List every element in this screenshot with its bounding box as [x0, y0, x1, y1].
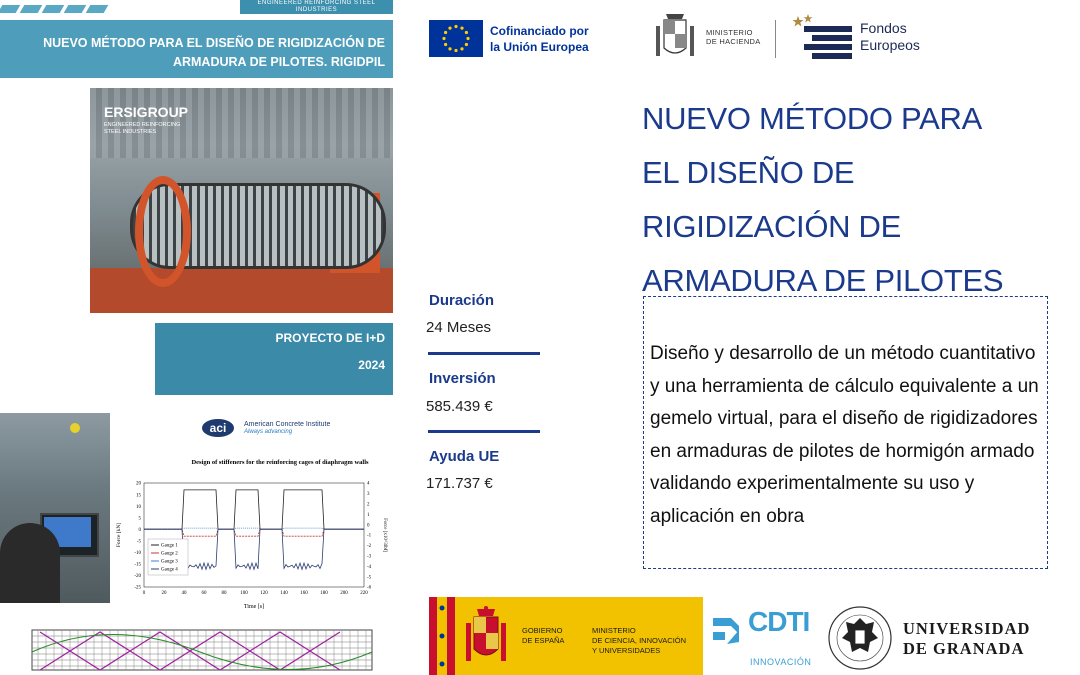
chart-y-tick: 20 — [136, 481, 141, 487]
machine-ring — [135, 176, 191, 287]
hacienda-line1: MINISTERIO — [706, 28, 753, 37]
eu-star-icon — [442, 37, 445, 40]
universidad-granada-text — [903, 619, 1030, 659]
inversion-label: Inversión — [429, 370, 496, 387]
chart-legend — [148, 539, 188, 575]
cover-sponsor-strip: ENGINEERED REINFORCING STEEL INDUSTRIES — [240, 0, 393, 14]
chart-x-tick: 140 — [280, 591, 288, 596]
eu-stars-icon — [429, 600, 455, 672]
rebar-cage-drawing — [30, 622, 375, 675]
chart-y2-tick: -4 — [367, 564, 372, 570]
factory-floor — [90, 268, 393, 313]
chart-y-tick: 15 — [136, 493, 141, 499]
chart-y2-tick: -6 — [367, 585, 372, 591]
ugr-line2: DE GRANADA — [903, 639, 1025, 658]
fact-divider — [428, 352, 540, 355]
project-description: Diseño y desarrollo de un método cuantitativo y una herramienta de cálculo equivalente a un gemelo virtual, para el diseño de rigidizadores en armaduras de pilotes de hormigón armado validando experimentalmente su uso y aplicación en obra — [650, 343, 1039, 527]
chart-y-tick: -5 — [136, 539, 141, 545]
chart-legend-entry: Gauge 3 — [161, 559, 178, 565]
gobierno-line2: DE ESPAÑA — [522, 636, 565, 645]
chart-x-tick: 20 — [161, 591, 167, 596]
cdti-subtitle: INNOVACIÓN — [750, 657, 812, 667]
fondos-line2: Europeos — [860, 37, 920, 53]
chart-legend-entry: Gauge 2 — [161, 551, 178, 557]
chart-y2-tick: 3 — [367, 492, 370, 498]
main-title-line3: RIGIDIZACIÓN DE — [642, 209, 902, 244]
chart-y-tick: 5 — [138, 516, 141, 522]
aci-logo-icon: aci — [202, 419, 234, 437]
chart-x-tick: 100 — [240, 591, 248, 596]
chart-x-tick: 40 — [181, 591, 187, 596]
fondos-line1: Fondos — [860, 20, 907, 36]
eu-text-line1: Cofinanciado por — [490, 24, 589, 38]
eu-flag-icon — [429, 20, 483, 57]
chart-x-label: Time [s] — [243, 604, 265, 610]
fondos-europeos-text — [860, 20, 920, 54]
fact-divider — [428, 430, 540, 433]
factory-photo — [90, 88, 393, 313]
research-paper — [110, 413, 390, 610]
ministerio-line1: MINISTERIO — [592, 626, 636, 635]
spain-crest-icon — [463, 605, 509, 667]
chart-y2-tick: 1 — [367, 512, 370, 518]
duracion-label: Duración — [429, 292, 495, 309]
eu-text-line2: la Unión Europea — [490, 40, 589, 54]
project-band — [155, 323, 393, 395]
cdti-name: CDTI — [748, 606, 810, 637]
spain-coat-of-arms-icon — [652, 12, 698, 60]
gobierno-line1: GOBIERNO — [522, 626, 563, 635]
aci-tagline: Always advancing — [244, 429, 293, 435]
chart-x-tick: 80 — [221, 591, 227, 596]
ugr-line1: UNIVERSIDAD — [903, 619, 1031, 638]
hacienda-line2: DE HACIENDA — [706, 37, 761, 46]
project-cover — [0, 0, 393, 395]
ministerio-line2: DE CIENCIA, INNOVACIÓN — [592, 636, 687, 645]
eu-star-icon — [444, 43, 447, 46]
chart-x-tick: 200 — [340, 591, 348, 596]
main-title-line1: NUEVO MÉTODO PARA — [642, 101, 982, 136]
force-time-chart — [110, 477, 390, 610]
eu-star-icon — [465, 43, 468, 46]
eu-star-icon — [465, 31, 468, 34]
eu-star-icon — [460, 47, 463, 50]
chart-y2-tick: 0 — [367, 523, 370, 529]
eu-star-icon — [466, 37, 469, 40]
eu-cofunding-text — [490, 23, 589, 55]
project-label: PROYECTO DE I+D — [275, 331, 385, 345]
ersigroup-logo: ERSIGROUP — [104, 104, 189, 120]
ayuda-value: 171.737 € — [426, 475, 493, 492]
chart-y-tick: -25 — [134, 585, 141, 591]
chart-x-tick: 160 — [300, 591, 308, 596]
chart-x-tick: 180 — [320, 591, 328, 596]
chart-x-tick: 120 — [260, 591, 268, 596]
duracion-value: 24 Meses — [426, 319, 492, 336]
cdti-icon — [709, 610, 745, 654]
main-title-line2: EL DISEÑO DE — [642, 155, 855, 190]
chart-y2-label: Force [x10^3lbf] — [382, 518, 387, 552]
ministerio-ciencia-text — [592, 626, 686, 656]
eu-star-icon — [460, 27, 463, 30]
ministerio-hacienda-text — [706, 28, 761, 46]
chart-y2-tick: 4 — [367, 481, 370, 487]
main-title — [642, 92, 1062, 308]
main-title-line4: ARMADURA DE PILOTES — [642, 263, 1004, 298]
chart-y-tick: -20 — [134, 574, 141, 580]
ersigroup-tagline: ENGINEERED REINFORCING STEEL INDUSTRIES — [104, 122, 181, 135]
chart-x-tick: 0 — [142, 591, 146, 596]
ministerio-line3: Y UNIVERSIDADES — [592, 646, 661, 655]
chart-legend-entry: Gauge 4 — [161, 567, 178, 573]
logo-divider — [775, 20, 776, 58]
ugr-seal-icon — [826, 604, 894, 672]
chart-x-tick: 220 — [360, 591, 368, 596]
chart-y2-tick: -2 — [367, 544, 372, 550]
chart-y-tick: -15 — [134, 562, 141, 568]
eu-star-icon — [448, 27, 451, 30]
engineer-silhouette — [0, 523, 60, 603]
gobierno-text — [522, 626, 564, 646]
chart-y2-tick: -1 — [367, 533, 372, 539]
chart-y2-tick: -5 — [367, 575, 372, 581]
project-year: 2024 — [358, 358, 385, 372]
cover-stripes — [0, 0, 140, 8]
chart-y-tick: 0 — [138, 527, 141, 533]
inversion-value: 585.439 € — [426, 398, 493, 415]
eu-star-icon — [454, 49, 457, 52]
chart-legend-entry: Gauge 1 — [161, 543, 178, 549]
aci-publisher: American Concrete Institute — [244, 421, 331, 428]
eu-star-icon — [448, 47, 451, 50]
paper-title: Design of stiffeners for the reinforcing cages of diaphragm walls — [191, 459, 369, 466]
cover-title: NUEVO MÉTODO PARA EL DISEÑO DE RIGIDIZACIÓN DE ARMADURA DE PILOTES. RIGIDPIL — [43, 36, 385, 69]
ayuda-label: Ayuda UE — [429, 448, 500, 465]
chart-y-tick: -10 — [134, 551, 141, 557]
chart-y-tick: 10 — [136, 504, 141, 510]
chart-x-tick: 60 — [201, 591, 207, 596]
fondos-europeos-icon — [790, 14, 854, 60]
eu-star-icon — [454, 25, 457, 28]
chart-y2-tick: -3 — [367, 554, 372, 560]
chart-y2-tick: 2 — [367, 502, 370, 508]
cover-title-band — [0, 20, 393, 78]
chart-y-label: Force [kN] — [116, 522, 122, 548]
eu-star-icon — [444, 31, 447, 34]
worker-helmet — [70, 423, 80, 433]
